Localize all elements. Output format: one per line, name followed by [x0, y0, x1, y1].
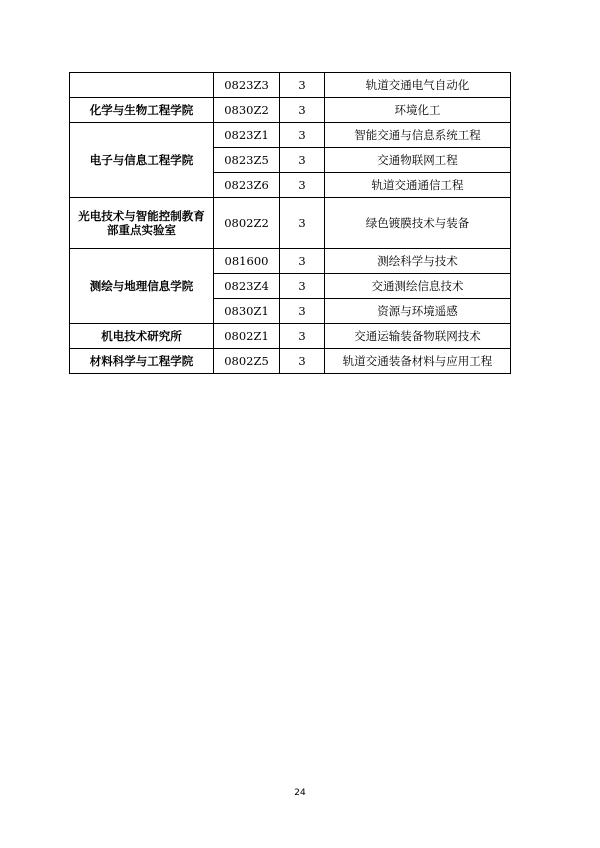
- code-cell: 0823Z6: [214, 173, 280, 198]
- code-cell: 0830Z2: [214, 98, 280, 123]
- years-cell: 3: [280, 198, 325, 249]
- years-cell: 3: [280, 148, 325, 173]
- table-row: [70, 73, 511, 98]
- code-cell: 0823Z5: [214, 148, 280, 173]
- years-cell: 3: [280, 249, 325, 274]
- table-row: [70, 123, 511, 148]
- major-cell: 轨道交通电气自动化: [325, 73, 511, 98]
- major-cell: 绿色镀膜技术与装备: [325, 198, 511, 249]
- major-cell: 测绘科学与技术: [325, 249, 511, 274]
- major-cell: 交通测绘信息技术: [325, 274, 511, 299]
- years-cell: 3: [280, 123, 325, 148]
- code-cell: 0802Z5: [214, 349, 280, 374]
- major-cell: 交通物联网工程: [325, 148, 511, 173]
- department-cell: [70, 73, 214, 98]
- code-cell: 0802Z1: [214, 324, 280, 349]
- code-cell: 0823Z3: [214, 73, 280, 98]
- code-cell: 0823Z1: [214, 123, 280, 148]
- department-cell: 测绘与地理信息学院: [70, 249, 214, 324]
- years-cell: 3: [280, 349, 325, 374]
- table-row: [70, 98, 511, 123]
- major-cell: 轨道交通装备材料与应用工程: [325, 349, 511, 374]
- code-cell: 0802Z2: [214, 198, 280, 249]
- major-cell: 资源与环境遥感: [325, 299, 511, 324]
- years-cell: 3: [280, 73, 325, 98]
- major-cell: 交通运输装备物联网技术: [325, 324, 511, 349]
- years-cell: 3: [280, 324, 325, 349]
- department-cell: 化学与生物工程学院: [70, 98, 214, 123]
- code-cell: 0823Z4: [214, 274, 280, 299]
- department-cell: 机电技术研究所: [70, 324, 214, 349]
- page-number: 24: [294, 788, 306, 798]
- code-cell: 0830Z1: [214, 299, 280, 324]
- years-cell: 3: [280, 173, 325, 198]
- years-cell: 3: [280, 98, 325, 123]
- table-row: [70, 198, 511, 249]
- department-cell: 材料科学与工程学院: [70, 349, 214, 374]
- table-row: [70, 249, 511, 274]
- code-cell: 081600: [214, 249, 280, 274]
- department-cell: 电子与信息工程学院: [70, 123, 214, 198]
- major-cell: 智能交通与信息系统工程: [325, 123, 511, 148]
- major-cell: 轨道交通通信工程: [325, 173, 511, 198]
- major-cell: 环境化工: [325, 98, 511, 123]
- department-cell: 光电技术与智能控制教育部重点实验室: [70, 198, 214, 249]
- table-row: [70, 349, 511, 374]
- program-table: [69, 72, 511, 374]
- years-cell: 3: [280, 274, 325, 299]
- years-cell: 3: [280, 299, 325, 324]
- table-row: [70, 324, 511, 349]
